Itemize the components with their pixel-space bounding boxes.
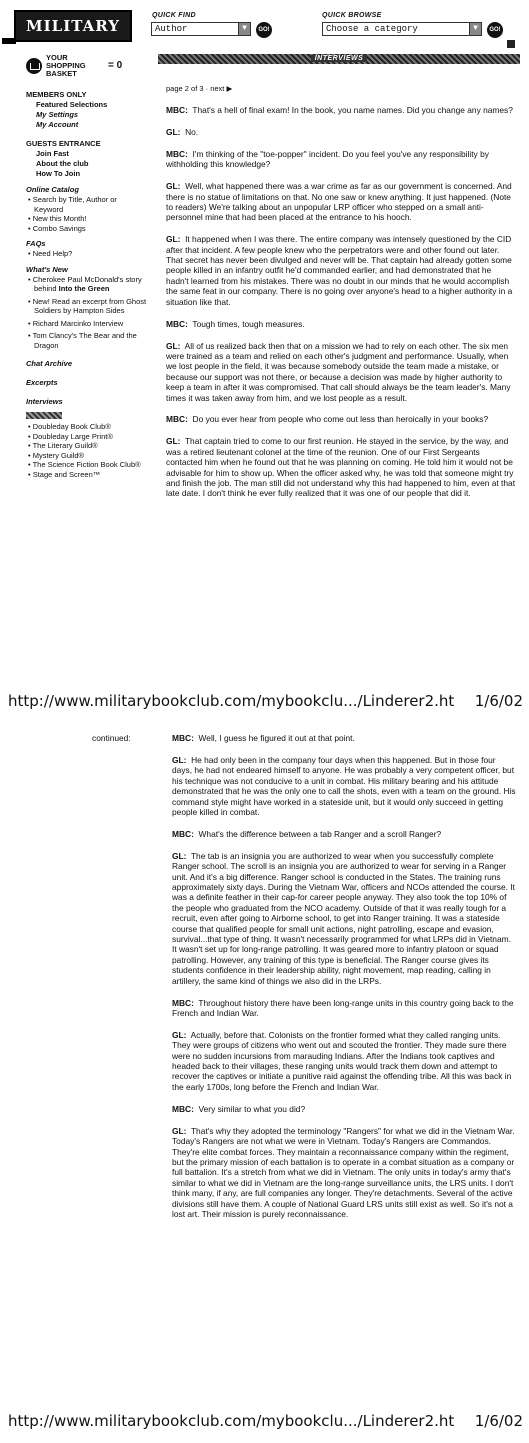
sidebar-club-link[interactable]: • Stage and Screen™ (26, 470, 148, 480)
speaker-label: MBC: (166, 318, 188, 329)
transcript-paragraph (166, 181, 516, 223)
sidebar-club-link[interactable]: • The Literary Guild® (26, 441, 148, 451)
quick-browse-value: Choose a category (326, 24, 418, 34)
sidebar-link-excerpts[interactable]: Excerpts (26, 378, 58, 387)
sidebar-link-search[interactable]: • Search by Title, Author or Keyword (26, 195, 148, 214)
footer-date: 1/6/02 (474, 1412, 523, 1430)
paragraph-text: The tab is an insignia you are authorized to wear when you successfully complete Ranger school. The scroll is an insignia you are authorized to wear for serving in a Ranger unit. And it's a big difference. Ranger school is conducted in the States. The training runs approximately sixty days. During the Vietnam War, officers and NCOs attended the course. It was a definite feather in their cap-for career people anyway. They also took the top 10% of the people who graduated from the NCO academy. Outside of that it was really tough for a recruit, even after going to Airborne school, to get into Ranger training. It was a stateside course that qualified people for small unit actions, night patrolling, escape and evasion, survival...that type of thing. It wasn't necessarily programmed for what LRPs did in Vietnam. It wasn't set up for long-range patrolling. It was geared more to infantry platoon or squad patrolling. However, any training of this type is beneficial. The Ranger course gives its students confidence in their leadership ability, night movement, map reading, calling in artillery, the same kind of things we also did in the LRPs. (172, 850, 515, 986)
interview-transcript (172, 733, 517, 1219)
clubs-bar (26, 412, 62, 419)
speaker-label: GL: (166, 340, 181, 351)
interview-content-page-2 (172, 733, 517, 1231)
pager[interactable]: page 2 of 3 · next ▶ (166, 84, 233, 93)
quick-find-label: QUICK FIND (152, 12, 196, 19)
transcript-paragraph (172, 755, 517, 817)
speaker-label: GL: (172, 1125, 187, 1136)
new-1-text: Cherokee Paul McDonald's story behind (32, 274, 142, 293)
transcript-paragraph (166, 127, 516, 137)
sidebar-link-new-this-month[interactable]: • New this Month! (26, 214, 148, 224)
continued-label: continued: (92, 733, 131, 743)
chevron-down-icon: ▼ (469, 23, 481, 35)
transcript-paragraph (172, 1030, 517, 1092)
interviews-section-title: INTERVIEWS (311, 55, 368, 62)
paragraph-text: It happened when I was there. The entire company was intensely questioned by the CID after that incident. A few people knew who the perpetrators were and other found out later. That secret has never been divulged and never will be. That captain had already gotten some people killed in an infantry outfit he'd commanded earlier, and had demonstrated that he hadn't learned from his mistakes. There was no doubt in our minds that he would accomplish the same feat in our company. There is no going over anyone's head to a higher authority in a situation like that. (166, 234, 513, 307)
site-logo[interactable] (14, 10, 132, 42)
quick-find-value: Author (155, 24, 188, 34)
speaker-label: MBC: (166, 414, 188, 425)
speaker-label: GL: (172, 850, 187, 861)
sidebar-club-link[interactable]: • Doubleday Book Club® (26, 422, 148, 432)
footer-url: http://www.militarybookclub.com/mybookclu.../Linderer2.ht (8, 692, 455, 710)
sidebar-link-chat-archive[interactable]: Chat Archive (26, 359, 72, 368)
paragraph-text: All of us realized back then that on a mission we had to rely on each other. The six men were trained as a team and relied on each other's judgment and performance. Usually, when we lost people in the field, it was because somebody outside the team made a mistake, or because our support was not there, or because a decision was made by higher authority to keep a team in after it was compromised. That call should always be the team leader's. Many times it was taken away from him, and we lost people as a result. (166, 340, 511, 403)
speaker-label: MBC: (172, 828, 194, 839)
transcript-paragraph (166, 341, 516, 403)
sidebar-link-about[interactable]: About the club (36, 159, 89, 168)
basket-icon (26, 58, 42, 74)
sidebar-link-interviews[interactable]: Interviews (26, 397, 63, 406)
transcript-paragraph (172, 733, 517, 743)
transcript-paragraph (172, 1126, 517, 1220)
transcript-paragraph (166, 414, 516, 424)
quick-find-go-button[interactable]: GO! (256, 22, 272, 38)
print-footer (8, 1412, 523, 1430)
quick-find-select[interactable] (151, 22, 251, 36)
transcript-paragraph (166, 319, 516, 329)
speaker-label: GL: (166, 436, 181, 447)
interview-content-page-1 (166, 54, 516, 510)
basket-label: YOUR SHOPPING BASKET (46, 53, 86, 78)
sidebar-club-link[interactable]: • The Science Fiction Book Club® (26, 460, 148, 470)
online-catalog-heading: Online Catalog (26, 185, 79, 194)
sidebar-link-my-account[interactable]: My Account (36, 120, 79, 129)
paragraph-text: Well, what happened there was a war crime as far as our government is concerned. And there is no statue of limitations on that. No one saw or knew anything. It just happened. (Note to readers) We're talking about an unpopular LRP officer who stepped on a small anti-personnel mine that had been placed at the entrance to his hooch. (166, 181, 512, 223)
transcript-paragraph (166, 234, 516, 307)
paragraph-text: I'm thinking of the "toe-popper" incident. Do you feel you've any responsibility by withholding this knowledge? (166, 148, 489, 170)
chevron-down-icon: ▼ (238, 23, 250, 35)
quick-browse-label: QUICK BROWSE (322, 12, 382, 19)
shopping-basket[interactable] (26, 54, 148, 78)
logo-stripe (2, 38, 16, 44)
paragraph-text: He had only been in the company four days when this happened. But in those four days, he had not endeared himself to anyone. He was probably a very competent officer, but his technique was not conducive to a unit in combat. His military bearing and his attitude demonstrated that he was the only one to call the shots, even with a team on the ground. His command style might have worked in a stateside unit, but it would only succeed in getting people killed in combat. (172, 754, 516, 817)
sidebar-link-join-fast[interactable]: Join Fast (36, 149, 69, 158)
sidebar-link-my-settings[interactable]: My Settings (36, 110, 79, 119)
sidebar-club-link[interactable]: • Mystery Guild® (26, 451, 148, 461)
transcript-paragraph (166, 436, 516, 498)
paragraph-text: Do you ever hear from people who come out less than heroically in your books? (192, 414, 489, 425)
speaker-label: MBC: (172, 1103, 194, 1114)
interviews-section-bar (158, 54, 520, 64)
header-corner-mark (507, 40, 515, 48)
logo-text: MILITARY (26, 17, 120, 35)
faqs-heading: FAQs (26, 239, 46, 248)
transcript-paragraph (172, 1104, 517, 1114)
sidebar-link-new-1[interactable] (26, 275, 148, 294)
transcript-paragraph (166, 149, 516, 170)
paragraph-text: Throughout history there have been long-range units in this country going back to the French and Indian War. (172, 997, 514, 1018)
sidebar-link-new-2[interactable]: • New! Read an excerpt from Ghost Soldiers by Hampton Sides (26, 297, 148, 316)
paragraph-text: That's a hell of final exam! In the book, you name names. Did you change any names? (192, 105, 513, 115)
guests-entrance-heading: GUESTS ENTRANCE (26, 139, 101, 148)
speaker-label: GL: (166, 181, 181, 192)
speaker-label: GL: (166, 126, 181, 137)
sidebar (26, 54, 148, 479)
paragraph-text: Tough times, tough measures. (192, 318, 305, 329)
transcript-paragraph (172, 829, 517, 839)
paragraph-text: Actually, before that. Colonists on the frontier formed what they called ranging units. They were groups of citizens who went out and scouted the frontier. They made sure there were no sudden incursions from marauding Indians. After the Indians took captives and headed back to their villages, these ranging units would track them down and attempt to recover the captives or initiate a punitive raid against the offending tribe. All this was back in the early 1700s, long before the French and Indian War. (172, 1029, 512, 1092)
transcript-paragraph (166, 105, 516, 115)
quick-browse-select[interactable] (322, 22, 482, 36)
speaker-label: GL: (172, 754, 187, 765)
speaker-label: MBC: (172, 733, 194, 743)
footer-date: 1/6/02 (474, 692, 523, 710)
sidebar-link-new-4[interactable]: • Tom Clancy's The Bear and the Dragon (26, 331, 148, 350)
speaker-label: GL: (166, 234, 181, 245)
speaker-label: MBC: (166, 105, 188, 115)
sidebar-link-new-3[interactable]: • Richard Marcinko Interview (26, 319, 148, 329)
print-footer (8, 692, 523, 710)
transcript-paragraph (172, 851, 517, 986)
basket-count: = 0 (108, 60, 123, 71)
paragraph-text: No. (185, 126, 199, 137)
speaker-label: GL: (172, 1029, 187, 1040)
paragraph-text: What's the difference between a tab Ranger and a scroll Ranger? (198, 828, 442, 839)
paragraph-text: Well, I guess he figured it out at that point. (198, 733, 355, 743)
whats-new-heading: What's New (26, 264, 68, 274)
transcript-paragraph (172, 998, 517, 1019)
sidebar-club-link[interactable]: • Doubleday Large Print® (26, 432, 148, 442)
members-only-heading: MEMBERS ONLY (26, 90, 87, 99)
speaker-label: MBC: (166, 148, 188, 159)
interview-transcript (166, 105, 516, 499)
sidebar-link-combo[interactable]: • Combo Savings (26, 224, 148, 234)
new-1-title: Into the Green (58, 284, 110, 293)
sidebar-link-featured[interactable]: Featured Selections (36, 100, 108, 109)
sidebar-link-how-to-join[interactable]: How To Join (36, 169, 81, 178)
paragraph-text: That's why they adopted the terminology "Rangers" for what we did in the Vietnam War. Today's Rangers are not what we were in Vietnam. Today's Rangers are Commandos. They're elite combat forces. They maintain a reconnaissance company within the regiment, but the primary mission of each battalion is to operate in a combat situation as a company or full battalion. It's a stretch from what we did in Vietnam. The only units in today's army that's similar to what we did in Vietnam are the long-range surveillance units, the LRS units. I don't think many, if any, are full companies any longer. They're detachments. Several of the active divisions still have them. A couple of National Guard LRS units still exist as well. So it's not a lost art. Their mission is purely reconnaissance. (172, 1125, 515, 1219)
quick-browse-go-button[interactable]: GO! (487, 22, 503, 38)
speaker-label: MBC: (172, 997, 194, 1008)
sidebar-link-need-help[interactable]: • Need Help? (26, 249, 148, 259)
paragraph-text: That captain tried to come to our first reunion. He stayed in the service, by the way, and was a retired lieutenant colonel at the time of the reunion. One of our First Sergeants contacted him when he found out that he was planning on coming. He told him it would not be advisable for him to show up. When the officer asked why, he was told that someone might try and finish the job. The man still did not understand why this had happened to him, even at that late date. I don't think he ever fully realized that it was one of our people that did it. (166, 436, 516, 499)
paragraph-text: Very similar to what you did? (198, 1103, 306, 1114)
site-header (0, 0, 529, 52)
footer-url: http://www.militarybookclub.com/mybookclu.../Linderer2.ht (8, 1412, 455, 1430)
